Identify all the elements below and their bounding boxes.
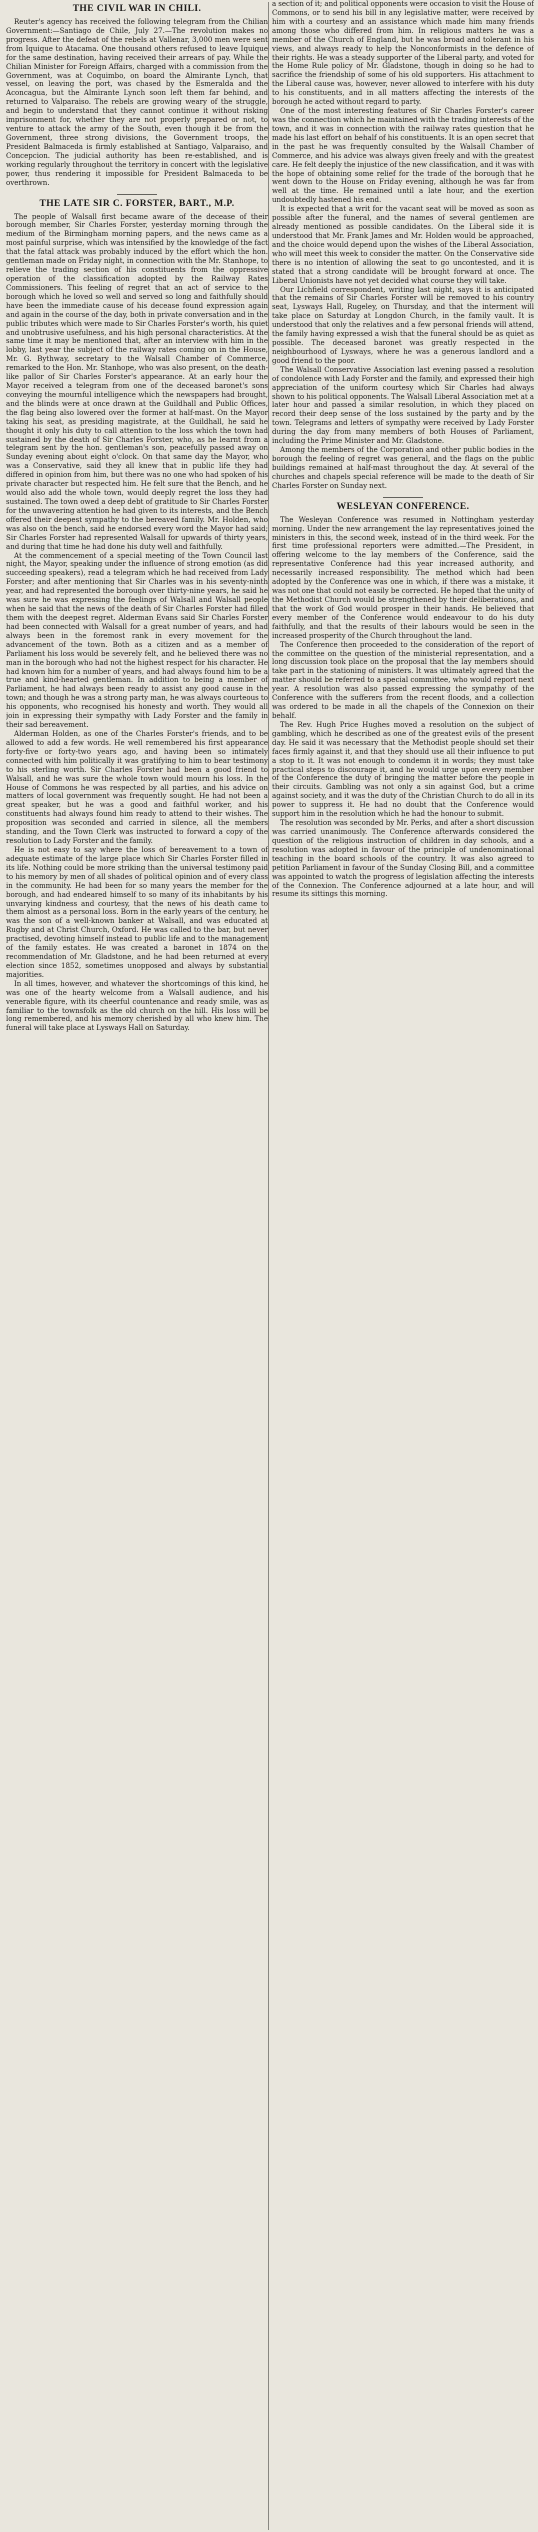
paragraph: Alderman Holden, as one of the Charles Forster's friends, and to be allowed to add a few words. He well remembered his first appearance forty-five or forty-two years ago, and having been so intimately connected with him politically it was gratifying to him to bear testimony to his sterling worth. Sir Charles Forster had been a good friend to Walsall, and he was sure the whole town would mourn his loss. In the House of Commons he was respected by all parties, and his advice on matters of local government was frequently sought. He had not been a great speaker, but he was a good and faithful worker, and his constituents had always found him ready to attend to their wishes. The proposition was seconded and carried in silence, all the members standing, and the Town Clerk was instructed to forward a copy of the resolution to Lady Forster and the family. <box>6 728 268 846</box>
paragraph: The resolution was seconded by Mr. Perks, and after a short discussion was carried unanimously. The Conference afterwards considered the question of the religious instruction of children in day schools, and a resolution was adopted in favour of the principle of undenominational teaching in the board schools of the country. It was also agreed to petition Parliament in favour of the Sunday Closing Bill, and a committee was appointed to watch the progress of legislation affecting the interests of the Connexion. The Conference adjourned at a late hour, and will resume its sittings this morning. <box>272 818 534 899</box>
right-column <box>272 0 534 2532</box>
headline-wesleyan-conference: WESLEYAN CONFERENCE. <box>336 501 470 512</box>
paragraph: The Wesleyan Conference was resumed in Nottingham yesterday morning. Under the new arrangement the lay representatives joined the ministers in this, the second week, instead of in the third week. For the first time professional reporters were admitted.—The President, in offering welcome to the lay members of the Conference, said the representative Conference had this year increased authority, and necessarily increased responsibility. The method which had been adopted by the Conference was one in which, if there was a mistake, it was not one that could not easily be corrected. He hoped that the unity of the Methodist Church would be strengthened by their deliberations, and that the work of God would prosper in their hands. He believed that every member of the Conference would endeavour to do his duty faithfully, and that the results of their labours would be seen in the increased prosperity of the Church throughout the land. <box>272 514 534 640</box>
paragraph: The Walsall Conservative Association last evening passed a resolution of condolence with Lady Forster and the family, and expressed their high appreciation of the uniform courtesy which Sir Charles had always shown to his political opponents. The Walsall Liberal Association met at a later hour and passed a similar resolution, in which they placed on record their deep sense of the loss sustained by the party and by the town. Telegrams and letters of sympathy were received by Lady Forster during the day from many members of both Houses of Parliament, including the Prime Minister and Mr. Gladstone. <box>272 364 534 446</box>
paragraph: In all times, however, and whatever the shortcomings of this kind, he was one of the hearty welcome from a Walsall audience, and his venerable figure, with its cheerful countenance and ready smile, was as familiar to the townsfolk as the old church on the hill. His loss will be long remembered, and his memory cherished by all who knew him. The funeral will take place at Lysways Hall on Saturday. <box>6 978 268 1033</box>
section-divider <box>117 194 157 195</box>
paragraph: Reuter's agency has received the following telegram from the Chilian Government:—Santiago de Chile, July 27.—The revolution makes no progress. After the defeat of the rebels at Vallenar, 3,000 men were sent from Iquique to Atacama. One thousand others refused to leave Iquique for the same destination, having received their arrears of pay. While the Chilian Minister for Foreign Affairs, charged with a commission from the Government, was at Coquimbo, on board the Almirante Lynch, that vessel, on leaving the port, was chased by the Esmeralda and the Aconcagua, but the Almirante Lynch soon left them far behind, and returned to Valparaiso. The rebels are growing weary of the struggle, and begin to understand that they cannot continue it without risking imprisonment for, whether they are not properly prepared or not, to venture to attack the army of the South, even though it be from the Government, three strong divisions, the Government troops, the President Balmaceda is firmly established at Santiago, Valparaiso, and Concepcion. The judicial authority has been re-established, and is working regularly throughout the territory in concert with the legislative power, thus rendering it impossible for President Balmaceda to be overthrown. <box>6 17 268 187</box>
paragraph: It is expected that a writ for the vacant seat will be moved as soon as possible after the funeral, and the names of several gentlemen are already mentioned as possible candidates. On the Liberal side it is understood that Mr. Frank James and Mr. Holden would be approached, and the choice would depend upon the wishes of the Liberal Association, who will meet this week to consider the matter. On the Conservative side there is no intention of allowing the seat to go uncontested, and it is stated that a strong candidate will be brought forward at once. The Liberal Unionists have not yet decided what course they will take. <box>272 204 534 285</box>
paragraph: He is not easy to say where the loss of bereavement to a town of adequate estimate of the large place which Sir Charles Forster filled in its life. Nothing could be more striking than the universal testimony paid to his memory by men of all shades of political opinion and of every class in the community. He had been for so many years the member for the borough, and had endeared himself to so many of its inhabitants by his unvarying kindness and courtesy, that the news of his death came to them almost as a personal loss. Born in the early years of the century, he was the son of a well-known banker at Walsall, and was educated at Rugby and at Christ Church, Oxford. He was called to the bar, but never practised, devoting himself instead to public life and to the management of the family estates. He was created a baronet in 1874 on the recommendation of Mr. Gladstone, and he had been returned at every election since 1852, sometimes unopposed and always by substantial majorities. <box>6 844 268 979</box>
paragraph: The Rev. Hugh Price Hughes moved a resolution on the subject of gambling, which he described as one of the greatest evils of the present day. He said it was necessary that the Methodist people should set their faces firmly against it, and that they should use all their influence to put a stop to it. It was not enough to condemn it in words; they must take practical steps to discourage it, and he would urge upon every member of the Conference the duty of bringing the matter before the people in their circuits. Gambling was not only a sin against God, but a crime against society, and it was the duty of the Christian Church to do all in its power to suppress it. He had no doubt that the Conference would support him in the resolution which he had the honour to submit. <box>272 719 534 819</box>
headline-forster: THE LATE SIR C. FORSTER, BART., M.P. <box>39 198 235 209</box>
section-divider <box>383 497 423 498</box>
paragraph: One of the most interesting features of Sir Charles Forster's career was the connection which he maintained with the trading interests of the town, and it was in connection with the railway rates question that he made his last effort on behalf of his constituents. It is an open secret that in the past he was frequently consulted by the Walsall Chamber of Commerce, and his advice was always given freely and with the greatest care. He felt deeply the injustice of the new classification, and it was with the hope of obtaining some relief for the trade of the borough that he went down to the House on Friday evening, although he was far from well at the time. He remained until a late hour, and the exertion undoubtedly hastened his end. <box>272 106 534 205</box>
headline-civil-war-chili: THE CIVIL WAR IN CHILI. <box>72 4 202 14</box>
paragraph: The Conference then proceeded to the consideration of the report of the committee on the question of the ministerial representation, and a long discussion took place on the proposal that the lay members should take part in the stationing of ministers. It was ultimately agreed that the matter should be referred to a special committee, who would report next year. A resolution was also passed expressing the sympathy of the Conference with the sufferers from the recent floods, and a collection was ordered to be made in all the chapels of the Connexion on their behalf. <box>272 639 534 720</box>
paragraph: Our Lichfield correspondent, writing last night, says it is anticipated that the remains of Sir Charles Forster will be removed to his country seat, Lysways Hall, Rugeley, on Thursday, and that the interment will take place on Saturday at Longdon Church, in the family vault. It is understood that only the relatives and a few personal friends will attend, the family having expressed a wish that the funeral should be as quiet as possible. The deceased baronet was greatly respected in the neighbourhood of Lysways, where he was a generous landlord and a good friend to the poor. <box>272 284 534 365</box>
paragraph: a section of it; and political opponents were occasion to visit the House of Commons, or to send his bill in any legislative matter, were received by him with a courtesy and an assistance which made him many friends among those who differed from him. In religious matters he was a member of the Church of England, but he was broad and tolerant in his views, and always ready to help the Nonconformists in the defence of their rights. He was a steady supporter of the Liberal party, and voted for the Home Rule policy of Mr. Gladstone, though in doing so he had to sacrifice the friendship of some of his old supporters. His attachment to the Liberal cause was, however, never allowed to interfere with his duty to his constituents, and in all matters affecting the interests of the borough he acted without regard to party. <box>272 0 534 107</box>
paragraph: At the commencement of a special meeting of the Town Council last night, the Mayor, speaking under the influence of strong emotion (as did succeeding speakers), read a telegram which he had received from Lady Forster; and after mentioning that Sir Charles was in his seventy-ninth year, and had represented the borough over thirty-nine years, he said he was sure he was expressing the feelings of Walsall and Walsall people when he said that the news of the death of Sir Charles Forster had filled them with the deepest regret. Alderman Evans said Sir Charles Forster had been connected with Walsall for a great number of years, and had always been in the foremost rank in every movement for the advancement of the town. Both as a citizen and as a member of Parliament his loss would be severely felt, and he believed there was no man in the borough who had not the highest respect for his character. He had known him for a number of years, and had always found him to be a true and kind-hearted gentleman. In addition to being a member of Parliament, he had always been ready to assist any good cause in the town; and though he was a strong party man, he was always courteous to his opponents, who recognised his honesty and worth. They would all join in expressing their sympathy with Lady Forster and the family in their sad bereavement. <box>6 550 268 730</box>
left-column <box>6 0 268 2532</box>
paragraph: The people of Walsall first became aware of the decease of their borough member, Sir Charles Forster, yesterday morning through the medium of the Birmingham morning papers, and the news came as a most painful surprise, which was intensified by the knowledge of the fact that the fatal attack was probably induced by the effort which the hon. gentleman made on Friday night, in connection with the Mr. Stanhope, to relieve the trading section of his constituents from the oppressive operation of the classification adopted by the Railway Rates Commissioners. This feeling of regret that an act of service to the borough which he loved so well and served so long and faithfully should have been the immediate cause of his decease found expression again and again in the course of the day, both in private conversation and in the public tributes which were made to Sir Charles Forster's worth, his quiet and unobtrusive usefulness, and his high personal characteristics. At the same time it may be mentioned that, after an interview with him in the lobby, last year the subject of the railway rates coming on in the House, Mr. G. Bythway, secretary to the Walsall Chamber of Commerce, remarked to the Hon. Mr. Stanhope, who was also present, on the death-like pallor of Sir Charles Forster's appearance. At an early hour the Mayor received a telegram from one of the deceased baronet's sons conveying the mournful intelligence which the newspapers had brought, and the blinds were at once drawn at the Guildhall and Public Offices, the flag being also lowered over the former at half-mast. On the Mayor taking his seat, as presiding magistrate, at the Guildhall, he said he thought it only his duty to call attention to the loss which the town had sustained by the death of Sir Charles Forster, who, as he learnt from a telegram sent by the hon. gentleman's son, peacefully passed away on Sunday evening about eight o'clock. On that same day the Mayor, who was a Conservative, said they all knew that in public life they had differed in opinion from him, but there was no one who had spoken of his private character but respected him. He felt sure that the Bench, and he would also add the whole town, would deeply regret the loss they had sustained. The town owed a deep debt of gratitude to Sir Charles Forster for the unwavering attention he had given to its interests, and the Bench offered their deepest sympathy to the bereaved family. Mr. Holden, who was also on the bench, said he endorsed every word the Mayor had said; Sir Charles Forster had represented Walsall for upwards of thirty years, and during that time he had done his duty well and faithfully. <box>6 211 268 551</box>
paragraph: Among the members of the Corporation and other public bodies in the borough the feeling of regret was general, and the flags on the public buildings remained at half-mast throughout the day. At several of the churches and chapels special reference will be made to the death of Sir Charles Forster on Sunday next. <box>272 445 534 490</box>
column-rule <box>268 2 269 2530</box>
